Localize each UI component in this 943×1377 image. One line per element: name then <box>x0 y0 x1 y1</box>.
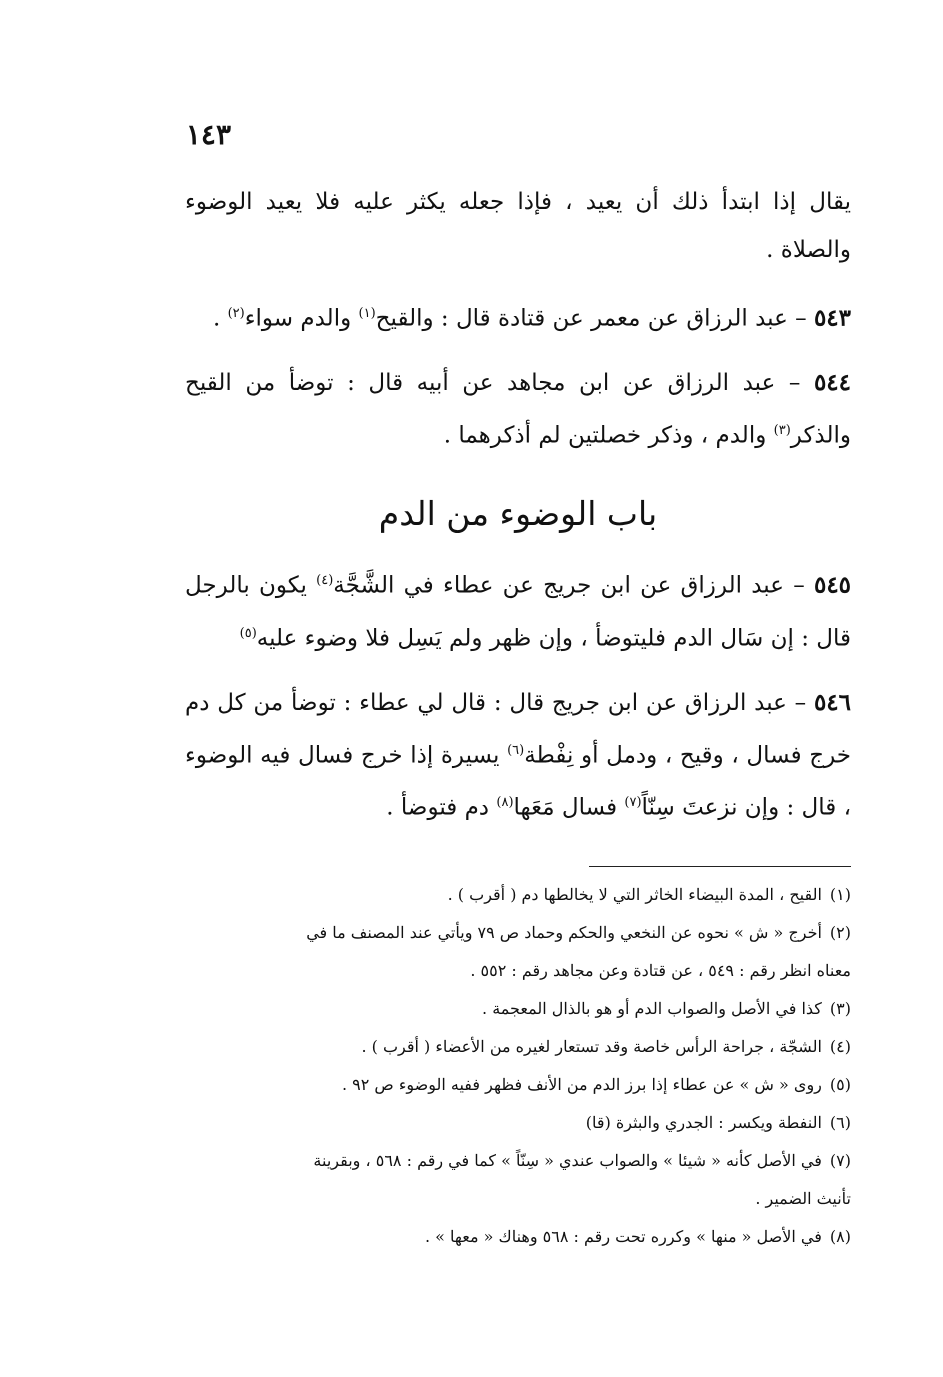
hadith-546 <box>185 679 851 832</box>
footnote <box>185 1028 851 1066</box>
hadith-text: دم فتوضأ . <box>386 794 490 821</box>
hadith-text: والدم ، وذكر خصلتين لم أذكرهما . <box>443 422 767 449</box>
footnote-ref: (٧) <box>624 795 642 811</box>
paragraph-continuation <box>185 178 851 274</box>
footnote <box>185 1066 851 1104</box>
footnote-continuation <box>185 952 851 990</box>
footnote-mark: (٧) <box>829 1151 851 1170</box>
footnote-ref: (٨) <box>496 795 514 811</box>
footnote <box>185 1104 851 1142</box>
footnote-text: روى « ش » عن عطاء إذا برز الدم من الأنف فظهر ففيه الوضوء ص ٩٢ . <box>341 1075 822 1094</box>
footnote-text: في الأصل « منها » وكرره تحت رقم : ٥٦٨ وهناك « معها » . <box>424 1227 822 1246</box>
chapter-title: باب الوضوء من الدم <box>378 494 658 534</box>
hadith-text: – عبد الرزاق عن معمر عن قتادة قال : والقيح <box>375 305 807 332</box>
footnote-mark: (٣) <box>829 999 851 1018</box>
hadith-number: ٥٤٦ <box>813 688 852 716</box>
footnote-text: في الأصل كأنه « شيئا » والصواب عندي « سِنّاً » كما في رقم : ٥٦٨ ، وبقرينة <box>313 1151 822 1170</box>
hadith-text: يسيرة إذا خرج فسال فيه الوضوء ، قال : وإن نزعتَ سِنّاً <box>185 742 851 821</box>
footnote-ref: (٤) <box>316 573 334 589</box>
footnote-mark: (٢) <box>829 923 851 942</box>
hadith-text: والدم سواء <box>244 305 352 332</box>
footnote-divider <box>589 866 851 867</box>
footnote-ref: (١) <box>358 306 376 321</box>
page-number: ١٤٣ <box>185 118 231 151</box>
footnote-continuation <box>185 1180 851 1218</box>
main-text <box>185 178 851 848</box>
hadith-text: – عبد الرزاق عن ابن جريج عن عطاء في الشَّجَّة <box>333 572 805 599</box>
hadith-number: ٥٤٣ <box>813 304 851 332</box>
hadith-number: ٥٤٥ <box>813 571 852 599</box>
footnote-text: النفطة ويكسر : الجدري والبثرة (قا) <box>585 1113 822 1132</box>
hadith-text: يكون بالرجل قال : إن سَال الدم فليتوضأ ، وإن ظهر ولم يَسِل فلا وضوء عليه <box>185 572 851 652</box>
footnote-text: القيح ، المدة البيضاء الخاثر التي لا يخالطها دم ( أقرب ) . <box>447 885 822 904</box>
hadith-text: – عبد الرزاق عن ابن جريج قال : قال لي عطاء : توضأ من كل دم خرج فسال ، وقيح ، ودمل أو نِفْطة <box>185 689 852 769</box>
footnote-text: كذا في الأصل والصواب الدم أو هو بالذال المعجمة . <box>482 999 822 1018</box>
footnote <box>185 990 851 1028</box>
hadith-545 <box>185 557 851 662</box>
footnotes <box>185 876 851 1256</box>
footnote-ref: (٥) <box>239 625 257 641</box>
footnote-ref: (٢) <box>227 306 245 321</box>
footnote-text: تأنيث الضمير . <box>755 1189 851 1208</box>
footnote <box>185 1142 851 1180</box>
paragraph-text: يقال إذا ابتدأ ذلك أن يعيد ، فإذا جعله يكثر عليه فلا يعيد الوضوء والصلاة . <box>185 189 851 263</box>
footnote-mark: (٥) <box>829 1075 851 1094</box>
hadith-text: فسال مَعَها <box>513 794 618 821</box>
footnote <box>185 1218 851 1256</box>
footnote-ref: (٣) <box>773 422 791 438</box>
footnote-text: أخرج « ش » نحوه عن النخعي والحكم وحماد ص ٧٩ ويأتي عند المصنف ما في <box>306 923 822 942</box>
footnote-text: معناه انظر رقم : ٥٤٩ ، عن قتادة وعن مجاهد رقم : ٥٥٢ . <box>470 961 851 980</box>
footnote-mark: (٦) <box>829 1113 851 1132</box>
footnote-mark: (١) <box>829 885 851 904</box>
hadith-number: ٥٤٤ <box>813 368 851 396</box>
footnote-text: الشجّة ، جراحة الرأس خاصة وقد تستعار لغيره من الأعضاء ( أقرب ) . <box>361 1037 822 1056</box>
footnote-ref: (٦) <box>507 742 525 758</box>
footnote-mark: (٤) <box>829 1037 851 1056</box>
footnote <box>185 914 851 952</box>
footnote-mark: (٨) <box>829 1227 851 1246</box>
footnote <box>185 876 851 914</box>
hadith-text: . <box>212 305 221 332</box>
hadith-text: – عبد الرزاق عن ابن مجاهد عن أبيه قال : توضأ من القيح والذكر <box>185 369 851 449</box>
hadith-544 <box>185 359 851 460</box>
hadith-543 <box>185 290 851 343</box>
